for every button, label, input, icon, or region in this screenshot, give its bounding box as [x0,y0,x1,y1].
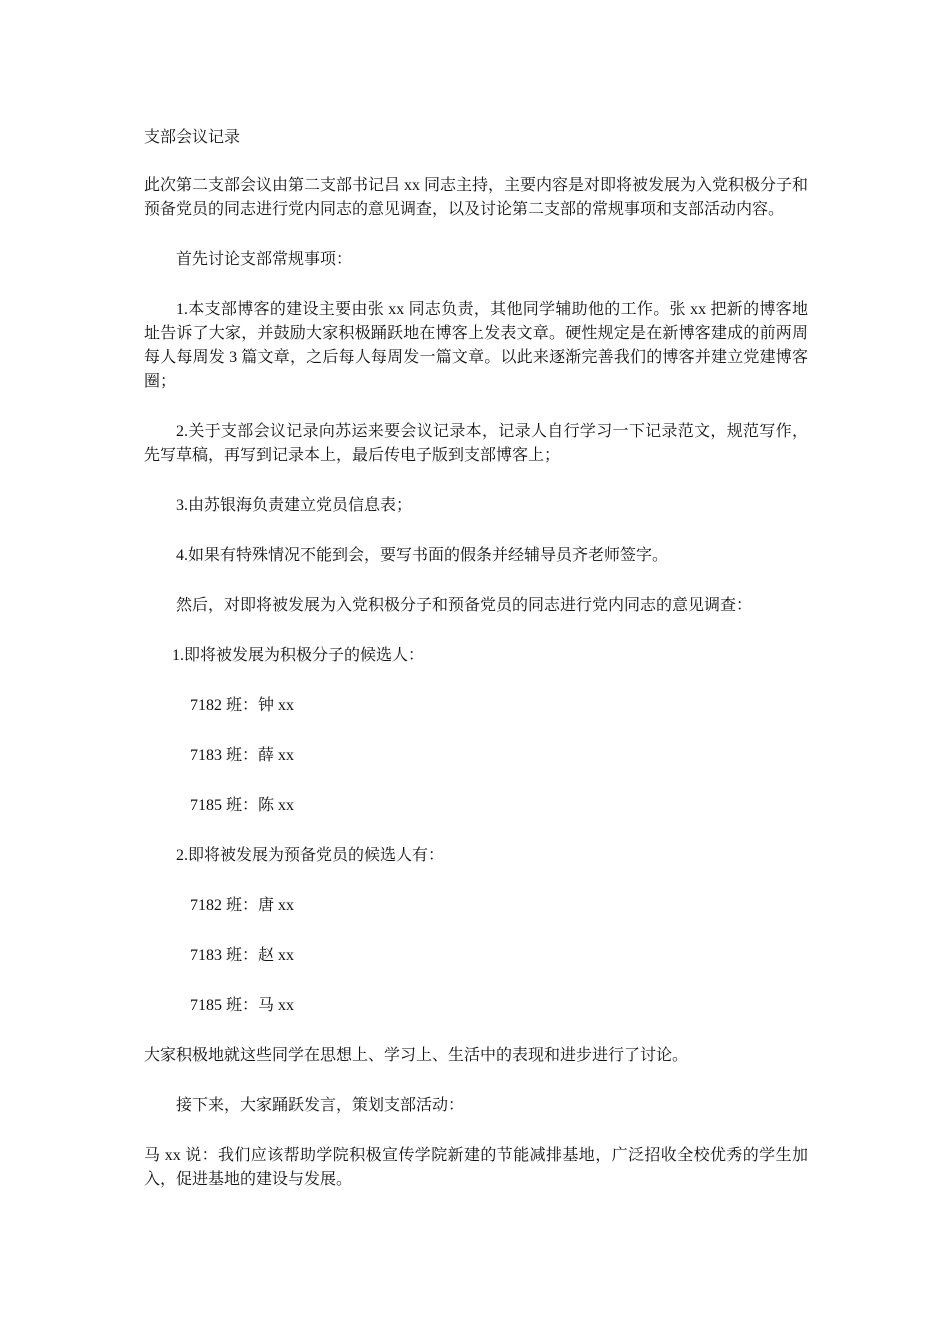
intro-paragraph: 此次第二支部会议由第二支部书记吕 xx 同志主持，主要内容是对即将被发展为入党积极分子和预备党员的同志进行党内同志的意见调查，以及讨论第二支部的常规事项和支部活动内容。 [144,177,809,218]
survey-heading: 然后，对即将被发展为入党积极分子和预备党员的同志进行党内同志的意见调查： [176,597,753,614]
document-body [144,126,808,1218]
candidate-item: 7182 班：钟 xx [190,697,295,714]
speech-paragraph: 马 xx 说：我们应该帮助学院积极宣传学院新建的节能减排基地，广泛招收全校优秀的学生加入，促进基地的建设与发展。 [144,1147,808,1188]
candidate-item: 7182 班：唐 xx [190,897,295,914]
document-title: 支部会议记录 [144,129,241,146]
activist-heading: 1.即将被发展为积极分子的候选人： [172,647,425,664]
candidate-item: 7183 班：薛 xx [190,747,295,764]
probationary-heading: 2.即将被发展为预备党员的候选人有： [176,847,445,864]
candidate-item: 7185 班：陈 xx [190,797,295,814]
routine-heading: 首先讨论支部常规事项： [176,251,353,268]
activity-heading: 接下来，大家踊跃发言，策划支部活动： [176,1097,465,1114]
routine-item: 1.本支部博客的建设主要由张 xx 同志负责，其他同学辅助他的工作。张 xx 把新的博客地址告诉了大家，并鼓励大家积极踊跃地在博客上发表文章。硬性规定是在新博客建成的前两周每人每周发 3 篇文章，之后每人每周发一篇文章。以此来逐渐完善我们的博客并建立党建博客圈； [144,301,808,390]
routine-item: 4.如果有特殊情况不能到会，要写书面的假条并经辅导员齐老师签字。 [176,547,669,564]
routine-item: 2.关于支部会议记录向苏运来要会议记录本，记录人自行学习一下记录范文，规范写作，先写草稿，再写到记录本上，最后传电子版到支部博客上； [144,423,808,464]
candidate-item: 7183 班：赵 xx [190,947,295,964]
candidate-item: 7185 班：马 xx [190,997,295,1014]
routine-item: 3.由苏银海负责建立党员信息表； [176,497,413,514]
discussion-paragraph: 大家积极地就这些同学在思想上、学习上、生活中的表现和进步进行了讨论。 [144,1047,689,1064]
